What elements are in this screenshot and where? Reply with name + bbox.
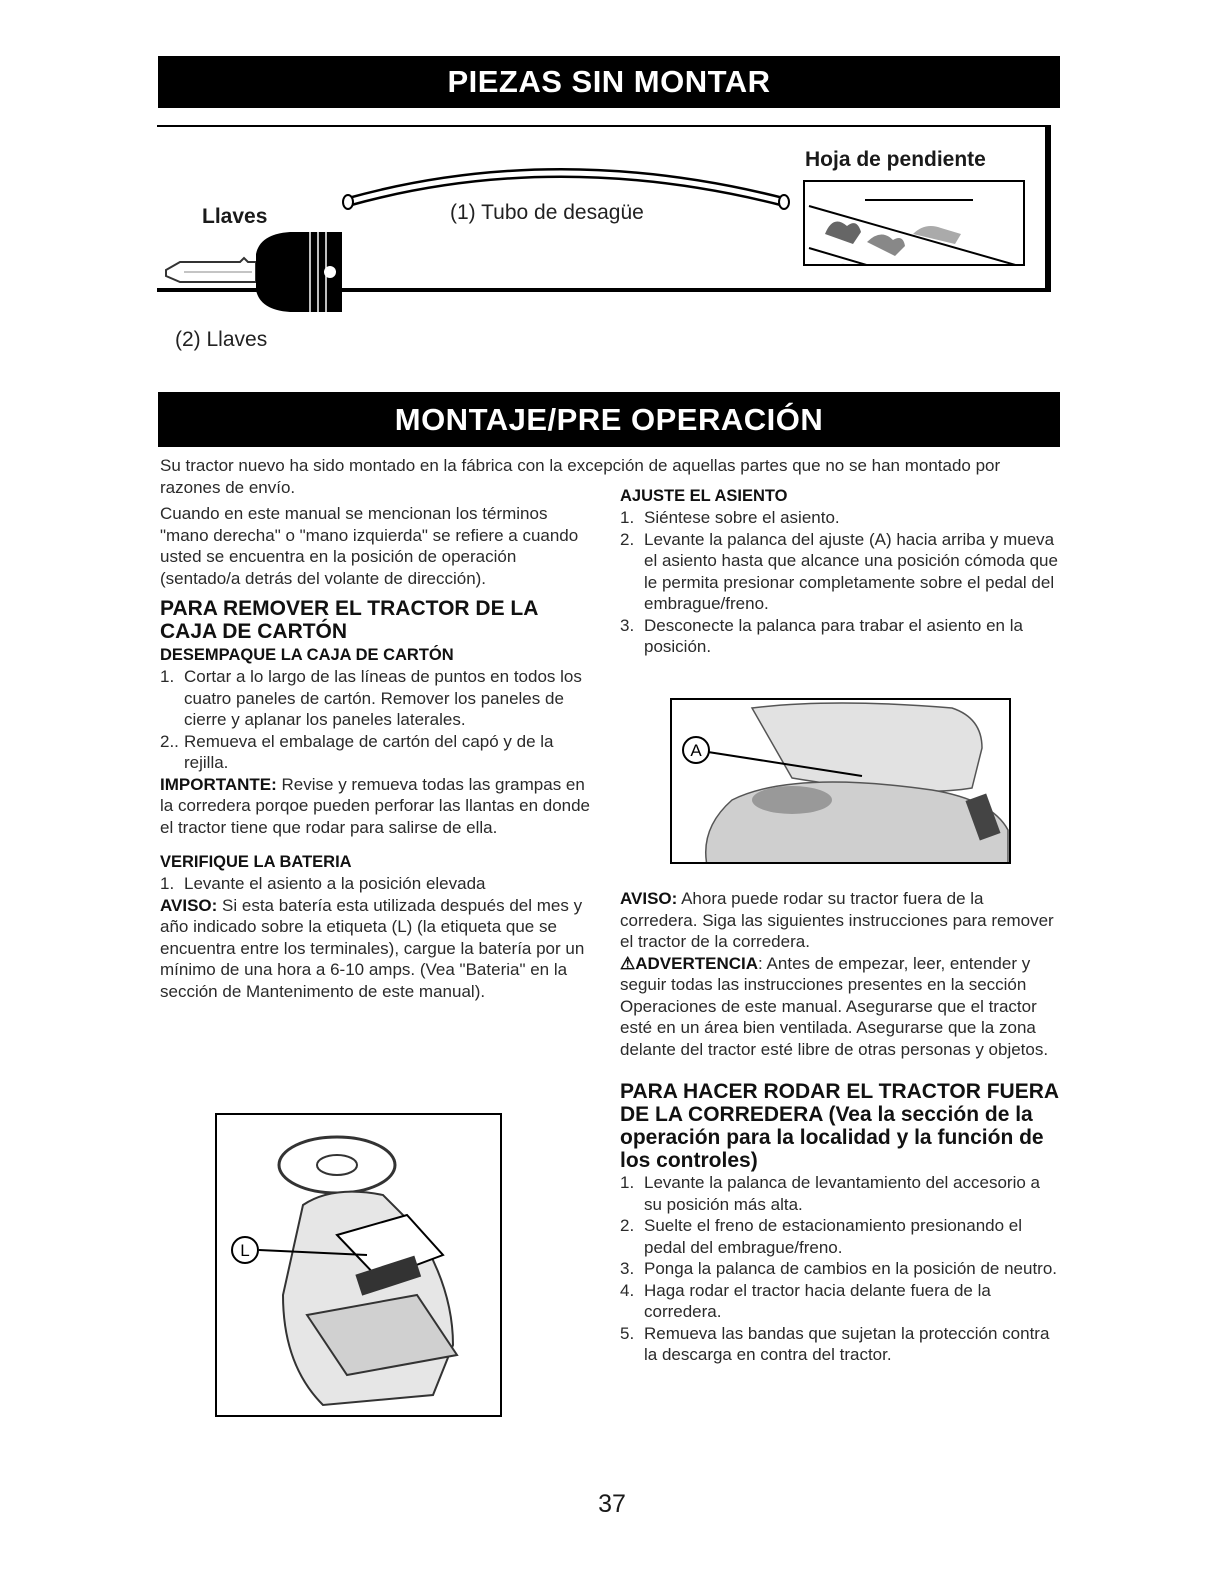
list-item: 1. Cortar a lo largo de las líneas de puntos en todos los cuatro paneles de cartón. Remover los paneles de cierre y aplanar los paneles laterales. xyxy=(160,667,582,729)
intro-paragraph: Su tractor nuevo ha sido montado en la fábrica con la excepción de aquellas partes que no se han montado por razones de envío. xyxy=(160,456,1001,497)
warning-notice: ⚠ADVERTENCIA: Antes de empezar, leer, entender y seguir todas las instrucciones presentes en la sección Operaciones de este manual. Asegurarse que el tractor esté en un área bien ventilada. Asegurarse que la zona delante del tractor esté libre de otras personas y objetos. xyxy=(620,953,1049,1059)
battery-notice: AVISO: Si esta batería esta utilizada después del mes y año indicado sobre la etiqueta (L) (la etiqueta que se encuentra entre los terminales), cargue la batería por un mínimo de una hora a 6-10 amps. (Vea "Bateria" en la sección de Mantenimento de este manual). xyxy=(160,895,585,1001)
battery-figure xyxy=(215,1113,502,1417)
list-item: 3. Ponga la palanca de cambios en la posición de neutro. xyxy=(620,1259,1058,1278)
seat-figure xyxy=(670,698,1011,864)
slope-sheet-frame xyxy=(803,180,1025,266)
list-item: 2.. Remueva el embalage de cartón del capó y de la rejilla. xyxy=(160,731,554,772)
unassembled-parts-banner: PIEZAS SIN MONTAR xyxy=(158,56,1060,108)
hand-orientation-paragraph: Cuando en este manual se mencionan los términos "mano derecha" o "mano izquierda" se refiere a cuando usted se encuentra en la posición de operación (sentado/a detrás del volante de dirección). xyxy=(160,504,579,588)
list-item: 2. Levante la palanca del ajuste (A) hacia arriba y mueva el asiento hasta que alcance una posición cómoda que le permita presionar completamente sobre el pedal del embrague/freno. xyxy=(620,529,1058,613)
key-illustration xyxy=(160,226,350,321)
battery-callout-label: L xyxy=(240,1241,250,1260)
battery-illustration xyxy=(217,1115,500,1415)
important-note: IMPORTANTE: Revise y remueva todas las grampas en la corredera porqoe pueden perforar las llantas en donde el tractor tiene que rodar para salirse de ella. xyxy=(160,774,591,837)
check-battery-subheading: VERIFIQUE LA BATERIA xyxy=(160,853,352,871)
drain-tube-caption: (1) Tubo de desagüe xyxy=(450,201,644,224)
warning-icon: ⚠ xyxy=(620,953,636,973)
remove-tractor-heading: PARA REMOVER EL TRACTOR DE LA CAJA DE CARTÓN xyxy=(160,597,538,643)
page-number: 37 xyxy=(598,1490,626,1518)
slope-sheet-title: Hoja de pendiente xyxy=(805,148,986,171)
keys-label: Llaves xyxy=(202,205,268,228)
roll-steps xyxy=(620,1172,1060,1366)
list-item: 1. Levante la palanca de levantamiento del accesorio a su posición más alta. xyxy=(620,1173,1040,1214)
list-item: 3. Desconecte la palanca para trabar el asiento en la posición. xyxy=(620,615,1023,656)
left-column xyxy=(160,503,590,1002)
roll-tractor-heading: PARA HACER RODAR EL TRACTOR FUERA DE LA CORREDERA (Vea la sección de la operación para la localidad y la función de los controles) xyxy=(620,1080,1059,1172)
keys-caption: (2) Llaves xyxy=(175,328,268,351)
seat-callout-label: A xyxy=(690,741,702,760)
seat-illustration xyxy=(672,700,1009,862)
right-column-bottom xyxy=(620,888,1060,1366)
unpack-steps xyxy=(160,666,590,774)
roll-off-notice: AVISO: Ahora puede rodar su tractor fuera de la corredera. Siga las siguientes instrucciones para remover el tractor de la corredera. xyxy=(620,889,1054,951)
unpack-carton-subheading: DESEMPAQUE LA CAJA DE CARTÓN xyxy=(160,646,454,664)
list-item: 4. Haga rodar el tractor hacia delante fuera de la corredera. xyxy=(620,1280,991,1321)
right-column-top xyxy=(620,486,1060,658)
list-item: 5. Remueva las bandas que sujetan la protección contra la descarga en contra del tractor. xyxy=(620,1323,1050,1364)
adjust-seat-heading: AJUSTE EL ASIENTO xyxy=(620,487,788,505)
slope-sheet-illustration xyxy=(805,182,1023,264)
list-item: 1. Siéntese sobre el asiento. xyxy=(620,508,840,527)
list-item: 2. Suelte el freno de estacionamiento presionando el pedal del embrague/freno. xyxy=(620,1216,1023,1257)
list-item: 1. Levante el asiento a la posición elevada xyxy=(160,874,486,893)
assembly-preoperation-banner: MONTAJE/PRE OPERACIÓN xyxy=(158,392,1060,447)
